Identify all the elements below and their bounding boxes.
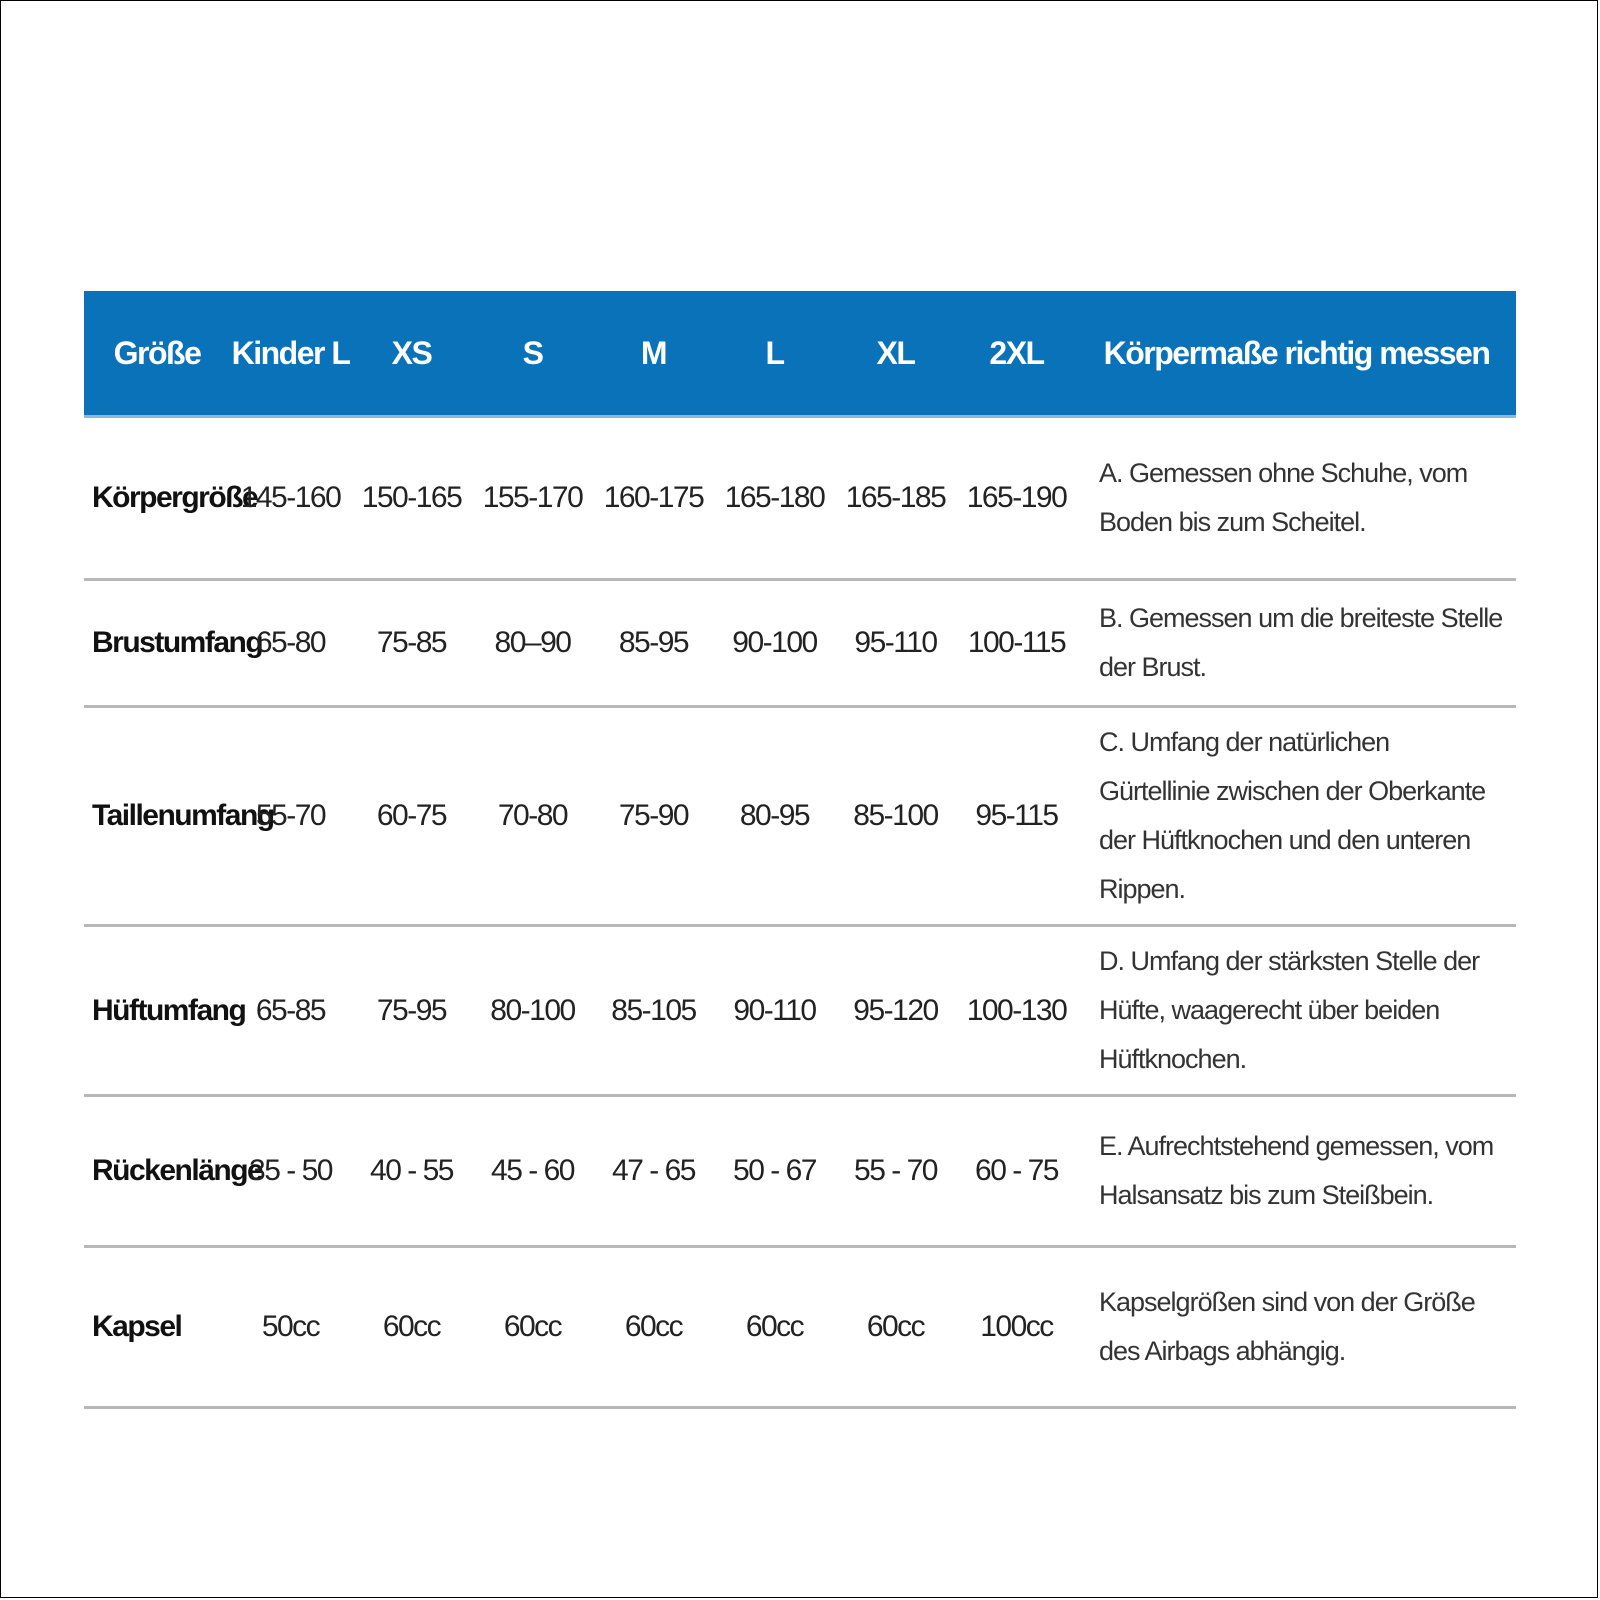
row-description: B. Gemessen um die breiteste Stelle der Brust. (1077, 580, 1516, 707)
header-s: S (472, 291, 593, 417)
table-cell: 55-70 (230, 707, 351, 926)
table-cell: 55 - 70 (835, 1096, 956, 1247)
table-cell: 80-95 (714, 707, 835, 926)
table-cell: 40 - 55 (351, 1096, 472, 1247)
row-label: Taillenumfang (84, 707, 230, 926)
row-description: Kapselgrößen sind von der Größe des Airbags abhängig. (1077, 1247, 1516, 1408)
row-description: E. Aufrechtstehend gemessen, vom Halsansatz bis zum Steißbein. (1077, 1096, 1516, 1247)
row-label: Kapsel (84, 1247, 230, 1408)
table-cell: 65-85 (230, 926, 351, 1096)
table-row-kapsel (84, 1247, 1516, 1408)
table-row-taillenumfang (84, 707, 1516, 926)
table-cell: 75-85 (351, 580, 472, 707)
table-cell: 60cc (835, 1247, 956, 1408)
table-cell: 65-80 (230, 580, 351, 707)
header-l: L (714, 291, 835, 417)
size-chart-table (84, 291, 1516, 1409)
table-cell: 75-95 (351, 926, 472, 1096)
row-description: D. Umfang der stärksten Stelle der Hüfte, waagerecht über beiden Hüftknochen. (1077, 926, 1516, 1096)
table-cell: 145-160 (230, 417, 351, 580)
table-cell: 85-105 (593, 926, 714, 1096)
table-row-rueckenlaenge (84, 1096, 1516, 1247)
table-cell: 100-130 (956, 926, 1077, 1096)
table-body (84, 417, 1516, 1408)
row-label: Körpergröße (84, 417, 230, 580)
table-row-koerpergroesse (84, 417, 1516, 580)
table-cell: 70-80 (472, 707, 593, 926)
table-cell: 95-110 (835, 580, 956, 707)
header-measure-guide: Körpermaße richtig messen (1077, 291, 1516, 417)
header-groesse: Größe (84, 291, 230, 417)
table-cell: 85-100 (835, 707, 956, 926)
table-cell: 95-120 (835, 926, 956, 1096)
table-cell: 60cc (593, 1247, 714, 1408)
table-cell: 50 - 67 (714, 1096, 835, 1247)
table-cell: 60cc (351, 1247, 472, 1408)
table-cell: 60cc (714, 1247, 835, 1408)
header-xl: XL (835, 291, 956, 417)
table-cell: 60 - 75 (956, 1096, 1077, 1247)
table-cell: 75-90 (593, 707, 714, 926)
table-cell: 165-185 (835, 417, 956, 580)
table-cell: 50cc (230, 1247, 351, 1408)
table-cell: 165-190 (956, 417, 1077, 580)
header-kinder-l: Kinder L (230, 291, 351, 417)
table-cell: 95-115 (956, 707, 1077, 926)
header-xs: XS (351, 291, 472, 417)
table-cell: 100-115 (956, 580, 1077, 707)
table-cell: 150-165 (351, 417, 472, 580)
row-label: Rückenlänge (84, 1096, 230, 1247)
table-cell: 35 - 50 (230, 1096, 351, 1247)
table-header (84, 291, 1516, 417)
table-cell: 160-175 (593, 417, 714, 580)
row-label: Brustumfang (84, 580, 230, 707)
table-cell: 90-100 (714, 580, 835, 707)
table-cell: 80-100 (472, 926, 593, 1096)
table-row-hueftumfang (84, 926, 1516, 1096)
row-description: A. Gemessen ohne Schuhe, vom Boden bis zum Scheitel. (1077, 417, 1516, 580)
table-cell: 90-110 (714, 926, 835, 1096)
table-cell: 45 - 60 (472, 1096, 593, 1247)
header-2xl: 2XL (956, 291, 1077, 417)
row-label: Hüftumfang (84, 926, 230, 1096)
table-cell: 60-75 (351, 707, 472, 926)
row-description: C. Umfang der natürlichen Gürtellinie zwischen der Oberkante der Hüftknochen und den unteren Rippen. (1077, 707, 1516, 926)
table-cell: 85-95 (593, 580, 714, 707)
table-cell: 47 - 65 (593, 1096, 714, 1247)
header-m: M (593, 291, 714, 417)
table-cell: 155-170 (472, 417, 593, 580)
table-cell: 100cc (956, 1247, 1077, 1408)
table-cell: 80–90 (472, 580, 593, 707)
table-cell: 165-180 (714, 417, 835, 580)
table-row-brustumfang (84, 580, 1516, 707)
header-row (84, 291, 1516, 417)
table-cell: 60cc (472, 1247, 593, 1408)
